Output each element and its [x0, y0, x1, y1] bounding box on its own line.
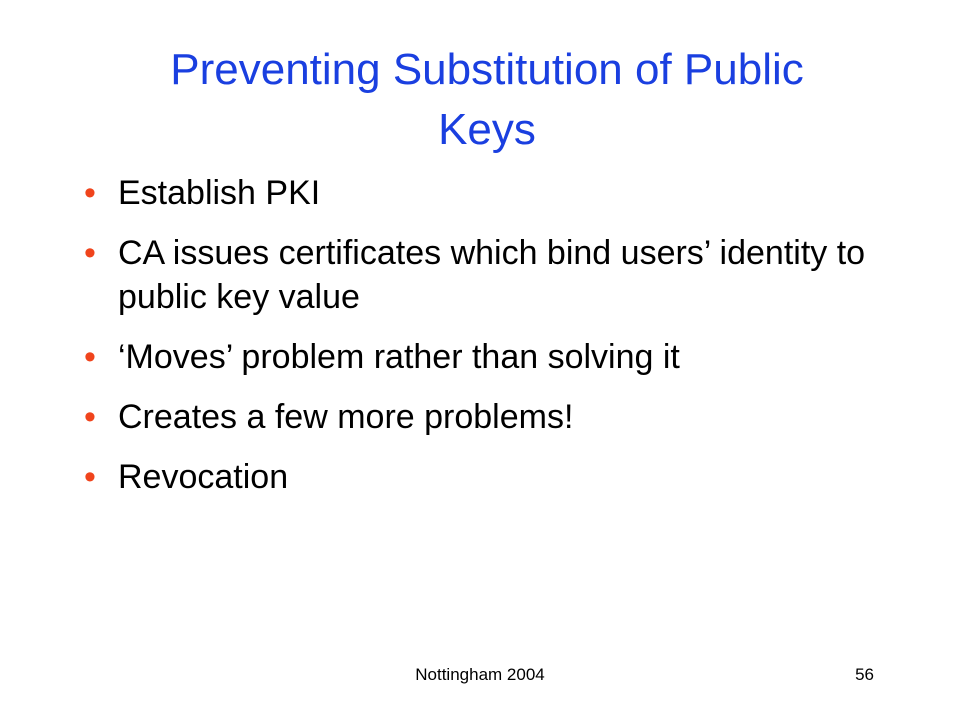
bullet-list: [84, 171, 884, 499]
bullet-text: Revocation: [118, 458, 289, 496]
bullet-text: ‘Moves’ problem rather than solving it: [118, 338, 680, 376]
bullet-dot-icon: •: [84, 398, 96, 436]
bullet-item: [84, 171, 884, 215]
bullet-text: Creates a few more problems!: [118, 398, 574, 436]
bullet-item: [84, 395, 884, 439]
bullet-text: CA issues certificates which bind users’ identity to public key value: [118, 234, 866, 316]
bullet-item: [84, 455, 884, 499]
footer-text: Nottingham 2004: [415, 665, 545, 684]
bullet-dot-icon: •: [84, 234, 96, 272]
bullet-dot-icon: •: [84, 338, 96, 376]
bullet-text: Establish PKI: [118, 174, 321, 212]
slide-title: Preventing Substitution of Public Keys: [170, 45, 804, 154]
bullet-dot-icon: •: [84, 458, 96, 496]
bullet-item: [84, 231, 884, 319]
bullet-item: [84, 335, 884, 379]
bullet-dot-icon: •: [84, 174, 96, 212]
page-number: 56: [855, 665, 874, 684]
